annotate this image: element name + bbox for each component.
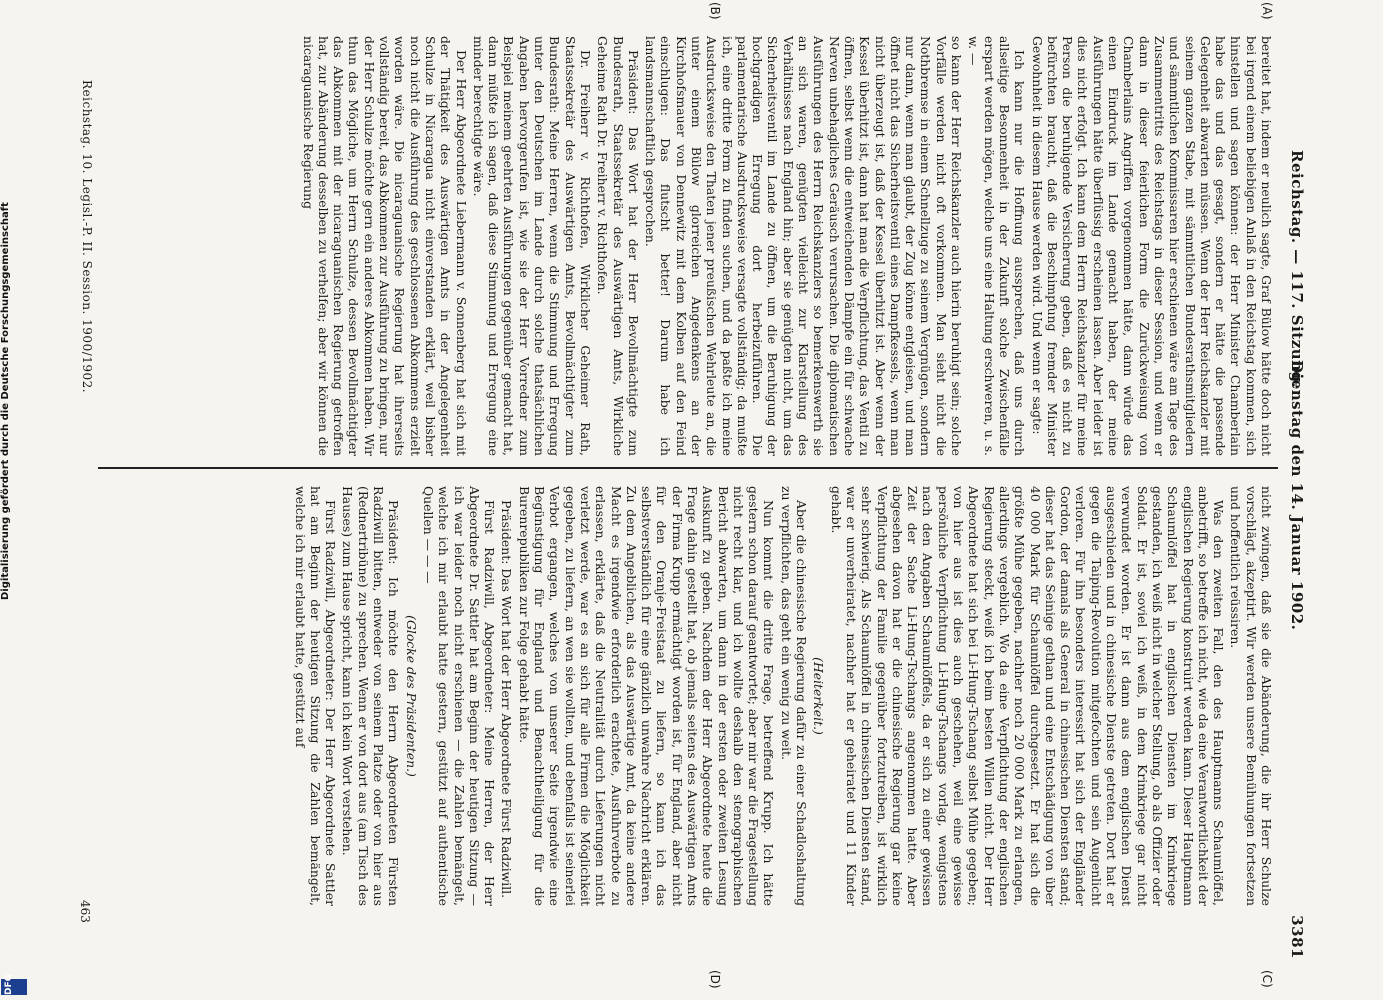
footer-session: Reichstag. 10. Legisl.-P. II. Session. 1900/1902. [80,80,94,394]
quote-paragraph: Ich kann nur die Hoffnung aussprechen, daß uns durch allseitige Besonnenheit in der Zukunft solche Zwischenfälle erspart werden mögen, welche uns eine Haltung erschweren, u. s. w. — [966,36,1028,456]
paragraph: nicht zwingen, daß sie die Abänderung, die ihr Herr Schulze vorschlägt, akzeptirt. Wir werden unsere Bemühungen fortsetzen und hoffentlich reüssiren. [1228,486,1274,906]
header-left: Reichstag. — 117. Sitzung. [1288,150,1306,389]
president-paragraph: Präsident: Das Wort hat der Herr Bevollmächtigte zum Bundesrath, Staatssekretär des Auswärtigen Amts, Wirkliche Geheime Rath Dr. Freiherr v. Richthofen. [595,36,641,456]
speaker-paragraph: Fürst Radziwill, Abgeordneter: Der Herr Abgeordnete Sattler hat am Beginn der heutigen Sitzung die Zahlen bemängelt, welche ich mir erlaubt hatte, gestützt auf [292,486,339,906]
column-divider [98,467,1278,469]
margin-marker-b: (B) [708,2,722,20]
paragraph: Der Herr Abgeordnete Liebermann v. Sonnenberg hat sich mit der Thätigkeit des Auswärtigen Amts in der Angelegenheit Schulze in Nicaragua nicht einverstanden erklärt, weil bisher noch nicht die Ausführung des geschlossenen Abkommens erzielt worden wäre. Die nicaraguanische Regierung hat ihrerseits vollständig bereit, das Abkommen zur Ausführung zu bringen, nur der Herr Schulze möchte gern ein anderes Abkommen haben. Wir thun das Mögliche, um Herrn Schulze, dessen Bevollmächtigter das Abkommen mit der nicaraguanischen Regierung getroffen hat, zur Abänderung desselben zu verhelfen; aber wir können die nicaraguanische Regierung [300,36,469,456]
right-column [290,486,1274,906]
footer-page-number: 463 [78,900,92,923]
rotated-content [70,2,1310,989]
page-number: 3381 [1288,915,1306,959]
digitization-note: Digitalisierung gefördert durch die Deutsche Forschungsgemeinschaft [0,202,11,600]
paragraph: Nun kommt die dritte Frage, betreffend Krupp. Ich hätte gestern schon darauf geantwortet; aber mir war die Fragestellung nicht recht klar, und ich wollte deshalb den stenographischen Bericht abwarten, um dann in der ersten oder zweiten Lesung Auskunft zu geben. Nachdem der Herr Abgeordnete heute die Frage dahin gestellt hat, ob jemals seitens des Auswärtigen Amts der Firma Krupp ermächtigt worden ist, für England, aber nicht für den Oranje-Freistaat zu liefern, so kann ich das selbstverständlich für eine gänzlich unwahre Nachricht erklären. Zu dem Angeblichen, als das Auswärtige Amt, da keine andere Macht es irgendwie erforderlich erachtete, Ausfuhrverbote zu erlassen, erklärte, daß die Neutralität durch Lieferungen nicht verletzt werde, war es an sich für alle Firmen die Möglichkeit gegeben, zu liefern, an wen sie wollten, und ebenfalls ist seinerlei Verbot ergangen, welches von unserer Seite irgendwie eine Begünstigung für England und Benachtheiligung für die Burenrepubliken zur Folge gehabt hätte. [516,486,777,906]
paragraph: bereitet hat, indem er neulich sagte, Graf Bülow hätte doch nicht bei irgend einem beliebigen Anlaß in den Reichstag kommen, sich hinstellen und sagen können: der Herr Minister Chamberlain habe das und das gesagt, sondern er hätte die passende Gelegenheit abwarten müssen. Wenn der Herr Reichskanzler mit seinem ganzen Stabe, mit sämmtlichen Bundesrathsmitgliedern und sämmtlichen Kommissaren hier erschienen wäre am Tage des Zusammentritts des Reichstags in dieser Session, und wenn er dann in dieser feierlichen Form die Zurückweisung von Chamberlains Angriffen vorgenommen hätte, dann würde das einen Eindruck im Lande gemacht haben, der meine Ausführungen hätte überflüssig erscheinen lassen. Aber leider ist dies nicht erfolgt. Ich kann dem Herrn Reichskanzler für meine Person die beruhigende Versicherung geben, daß es nicht zu befürchten braucht, daß die Beschimpfung fremder Minister Gewohnheit in diesem Hause werden wird. Und wenn er sagte: [1029,36,1274,456]
margin-marker-a: (A) [1260,2,1274,20]
margin-marker-d: (D) [708,970,722,989]
president-paragraph: Präsident: Ich möchte den Herrn Abgeordneten Fürsten Radziwill bitten, entweder von seinem Platze oder von hier aus (Rednertribüne) zu sprechen. Wenn er von dort aus (am Tisch des Hauses) zum Hause spricht, kann ich kein Wort verstehen. [340,486,402,906]
president-paragraph: Präsident: Das Wort hat der Herr Abgeordnete Fürst Radziwill. [499,500,515,899]
paragraph: so kann der Herr Reichskanzler auch hierin beruhigt sein; solche Vorfälle werden nicht oft vorkommen. Man sieht nicht die Nothbremse in einem Schnellzuge zu seinem Vergnügen, sondern nur dann, wenn man glaubt, der Zug könne entgleisen, und man öffnet nicht das Sicherheitsventil eines Dampfkessels, wenn man nicht überzeugt ist, daß der Kessel überhitzt ist. Aber wenn der Kessel überhitzt ist, dann hat man die Verpflichtung, das Ventil zu öffnen, selbst wenn die entweichenden Dämpfe ein für schwache Nerven unbehagliches Geräusch verursachen. Die diplomatischen Ausführungen des Herrn Reichskanzlers so bemerkenswerth sie an sich waren, genügten vielleicht zur Klarstellung des Verhältnisses nach England hin; aber sie genügten nicht, um das Sicherheitsventil im Lande zu öffnen, um die Beruhigung der hochgradigen Erregung dort herbeizuführen. Die parlamentarische Ausdrucksweise versagte vollständig; da mußte ich, eine dritte Form zu finden suchen, und da paßte ich meine Ausdrucksweise den Thaten jener preußischen Wehrleute an, die unter einem Bülow glorreichen Angedenkens an der Kirchhofsmauer von Dennewitz mit dem Kolben auf den Feind einschlugen: Das flutscht better! Darum habe ich landsmannschaftlich gesprochen. [643,36,965,456]
paragraph: Aber die chinesische Regierung dafür zu einer Schadloshaltung zu verpflichten, das geht ein wenig zu weit. [778,486,810,906]
dfg-logo: DFG [1,979,27,995]
interjection: (Heiterkeit.) [811,657,827,735]
header-date: Dienstag den 14. Januar 1902. [1288,360,1306,631]
speaker-paragraph: Fürst Radziwill, Abgeordneter: Meine Herren, der Herr Abgeordnete Dr. Sattler hat am Beginn der heutigen Sitzung — ich war leider noch nicht erschienen — die Zahlen bemängelt, welche ich mir erlaubt hatte gestern, gestützt auf authentische Quellen — — — [420,486,498,906]
margin-marker-c: (C) [1260,970,1274,988]
speaker-paragraph: Dr. Freiherr v. Richthofen, Wirklicher Geheimer Rath, Staatssekretär des Auswärtigen Amts, Bevollmächtigter zum Bundesrath: Meine Herren, wenn die Stimmung und Erregung unter den Deutschen im Lande durch solche thatsächlichen Angaben hervorgerufen ist, wie sie der Herr Vorredner zum Beispiel meinem geehrten Ausführungen gegenüber gemacht hat, dann müßte ich sagen, daß diese Stimmung und Erregung eine minder berechtigte wäre. [470,36,593,456]
paragraph: Was den zweiten Fall, den des Hauptmanns Schaumlöffel, anbetrifft, so betreffe ich nicht, wie da eine Verantwortlichkeit der englischen Regierung konstruirt werden kann. Dieser Hauptmann Schaumlöffel hat in englischen Diensten im Krimkriege gestanden, ich weiß nicht in welcher Stellung, ob als Offizier oder Soldat. Er ist, soviel ich weiß, in dem Krimkriege gar nicht verwundet worden. Er ist dann aus dem englischen Dienst ausgeschieden und in chinesische Dienste getreten. Dort hat er gegen die Taiping-Revolution mitgefochten und sein Augenlicht verloren. Für ihn besonders interessirt hat sich der Engländer Gordon, der damals als General in chinesischen Diensten stand; dieser hat das Seinige gethan und eine Entschädigung von über 40 000 Mark für Schaumlöffel durchgesetzt. Er hat sich die größte Mühe gegeben, nachher noch 20 000 Mark zu erlangen, allerdings vergeblich. Wo da eine Verpflichtung der englischen Regierung steckt, weiß ich beim besten Willen nicht. Der Herr Abgeordnete hat sich bei Li-Hung-Tschang selbst Mühe gegeben; von hier aus ist dies auch geschehen, weil eine gewisse persönliche Verpflichtung Li-Hung-Tschangs vorlag, wenigstens nach den Angaben Schaumlöffels, da er sich zu einer gewissen Zeit der Sache Li-Hung-Tschangs angenommen hatte. Aber abgesehen davon hat er die chinesische Regierung gar keine Verpflichtung der Familie gegenüber fortzutreiben, ist wirklich sehr schwierig. Als Schaumlöffel in chinesischen Diensten stand, war er unverheiratet, nachher hat er geheiratet und 11 Kinder gehabt. [828,486,1227,906]
interjection: (Glocke des Präsidenten.) [403,615,419,777]
page-header [1280,30,1310,965]
left-column [298,36,1274,456]
